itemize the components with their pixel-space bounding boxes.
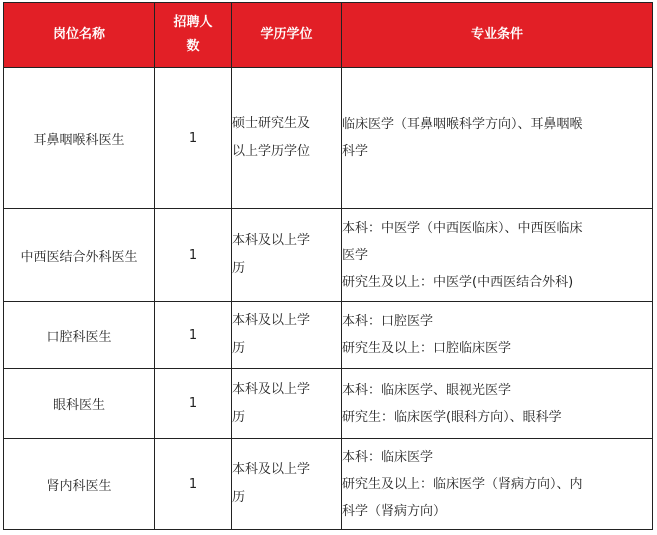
degree-line: 本科及以上学: [232, 381, 311, 397]
header-position: 岗位名称: [4, 3, 155, 68]
degree-cell: [232, 439, 342, 530]
count-cell: 1: [155, 68, 232, 209]
table-row: [4, 68, 653, 209]
degree-line: 以上学历学位: [232, 144, 311, 159]
degree-line: 硕士研究生及: [232, 116, 311, 131]
degree-line: 历: [232, 261, 246, 276]
degree-line: 历: [232, 409, 246, 425]
degree-line: 本科及以上学: [232, 462, 311, 477]
header-row: [4, 3, 653, 68]
header-degree: 学历学位: [232, 3, 342, 68]
table-row: [4, 302, 653, 369]
major-cell: [342, 209, 653, 302]
degree-cell: [232, 302, 342, 369]
major-line: 本科：中医学（中西医临床）、中西医临床: [342, 220, 583, 236]
major-cell: [342, 439, 653, 530]
major-line: 研究生：临床医学(眼科方向）、眼科学: [342, 409, 562, 425]
count-cell: 1: [155, 369, 232, 439]
degree-cell: [232, 369, 342, 439]
major-line: 科学（肾病方向）: [342, 503, 447, 519]
major-line: 研究生及以上：口腔临床医学: [342, 341, 512, 356]
position-cell: 中西医结合外科医生: [4, 209, 155, 302]
degree-line: 本科及以上学: [232, 313, 311, 328]
degree-line: 历: [232, 341, 246, 356]
degree-cell: [232, 68, 342, 209]
recruitment-table: [3, 2, 653, 530]
header-count-line1: 招聘人: [173, 15, 213, 30]
count-cell: 1: [155, 209, 232, 302]
header-count: [155, 3, 232, 68]
position-cell: 肾内科医生: [4, 439, 155, 530]
table-row: [4, 209, 653, 302]
header-major: 专业条件: [342, 3, 653, 68]
degree-line: 历: [232, 490, 246, 505]
position-cell: 口腔科医生: [4, 302, 155, 369]
major-line: 本科：口腔医学: [342, 314, 434, 329]
major-line: 医学: [342, 247, 369, 263]
degree-cell: [232, 209, 342, 302]
major-cell: [342, 369, 653, 439]
major-line: 研究生及以上：中医学(中西医结合外科): [342, 274, 574, 290]
major-line: 临床医学（耳鼻咽喉科学方向）、耳鼻咽喉: [342, 117, 583, 132]
count-cell: 1: [155, 439, 232, 530]
header-count-line2: 数: [186, 39, 200, 54]
table-row: [4, 369, 653, 439]
major-line: 研究生及以上：临床医学（肾病方向）、内: [342, 476, 583, 492]
major-cell: [342, 68, 653, 209]
position-cell: 眼科医生: [4, 369, 155, 439]
major-line: 本科：临床医学、眼视光医学: [342, 382, 512, 398]
major-cell: [342, 302, 653, 369]
major-line: 科学: [342, 144, 369, 159]
position-cell: 耳鼻咽喉科医生: [4, 68, 155, 209]
degree-line: 本科及以上学: [232, 233, 311, 248]
major-line: 本科：临床医学: [342, 449, 434, 465]
count-cell: 1: [155, 302, 232, 369]
table-row: [4, 439, 653, 530]
